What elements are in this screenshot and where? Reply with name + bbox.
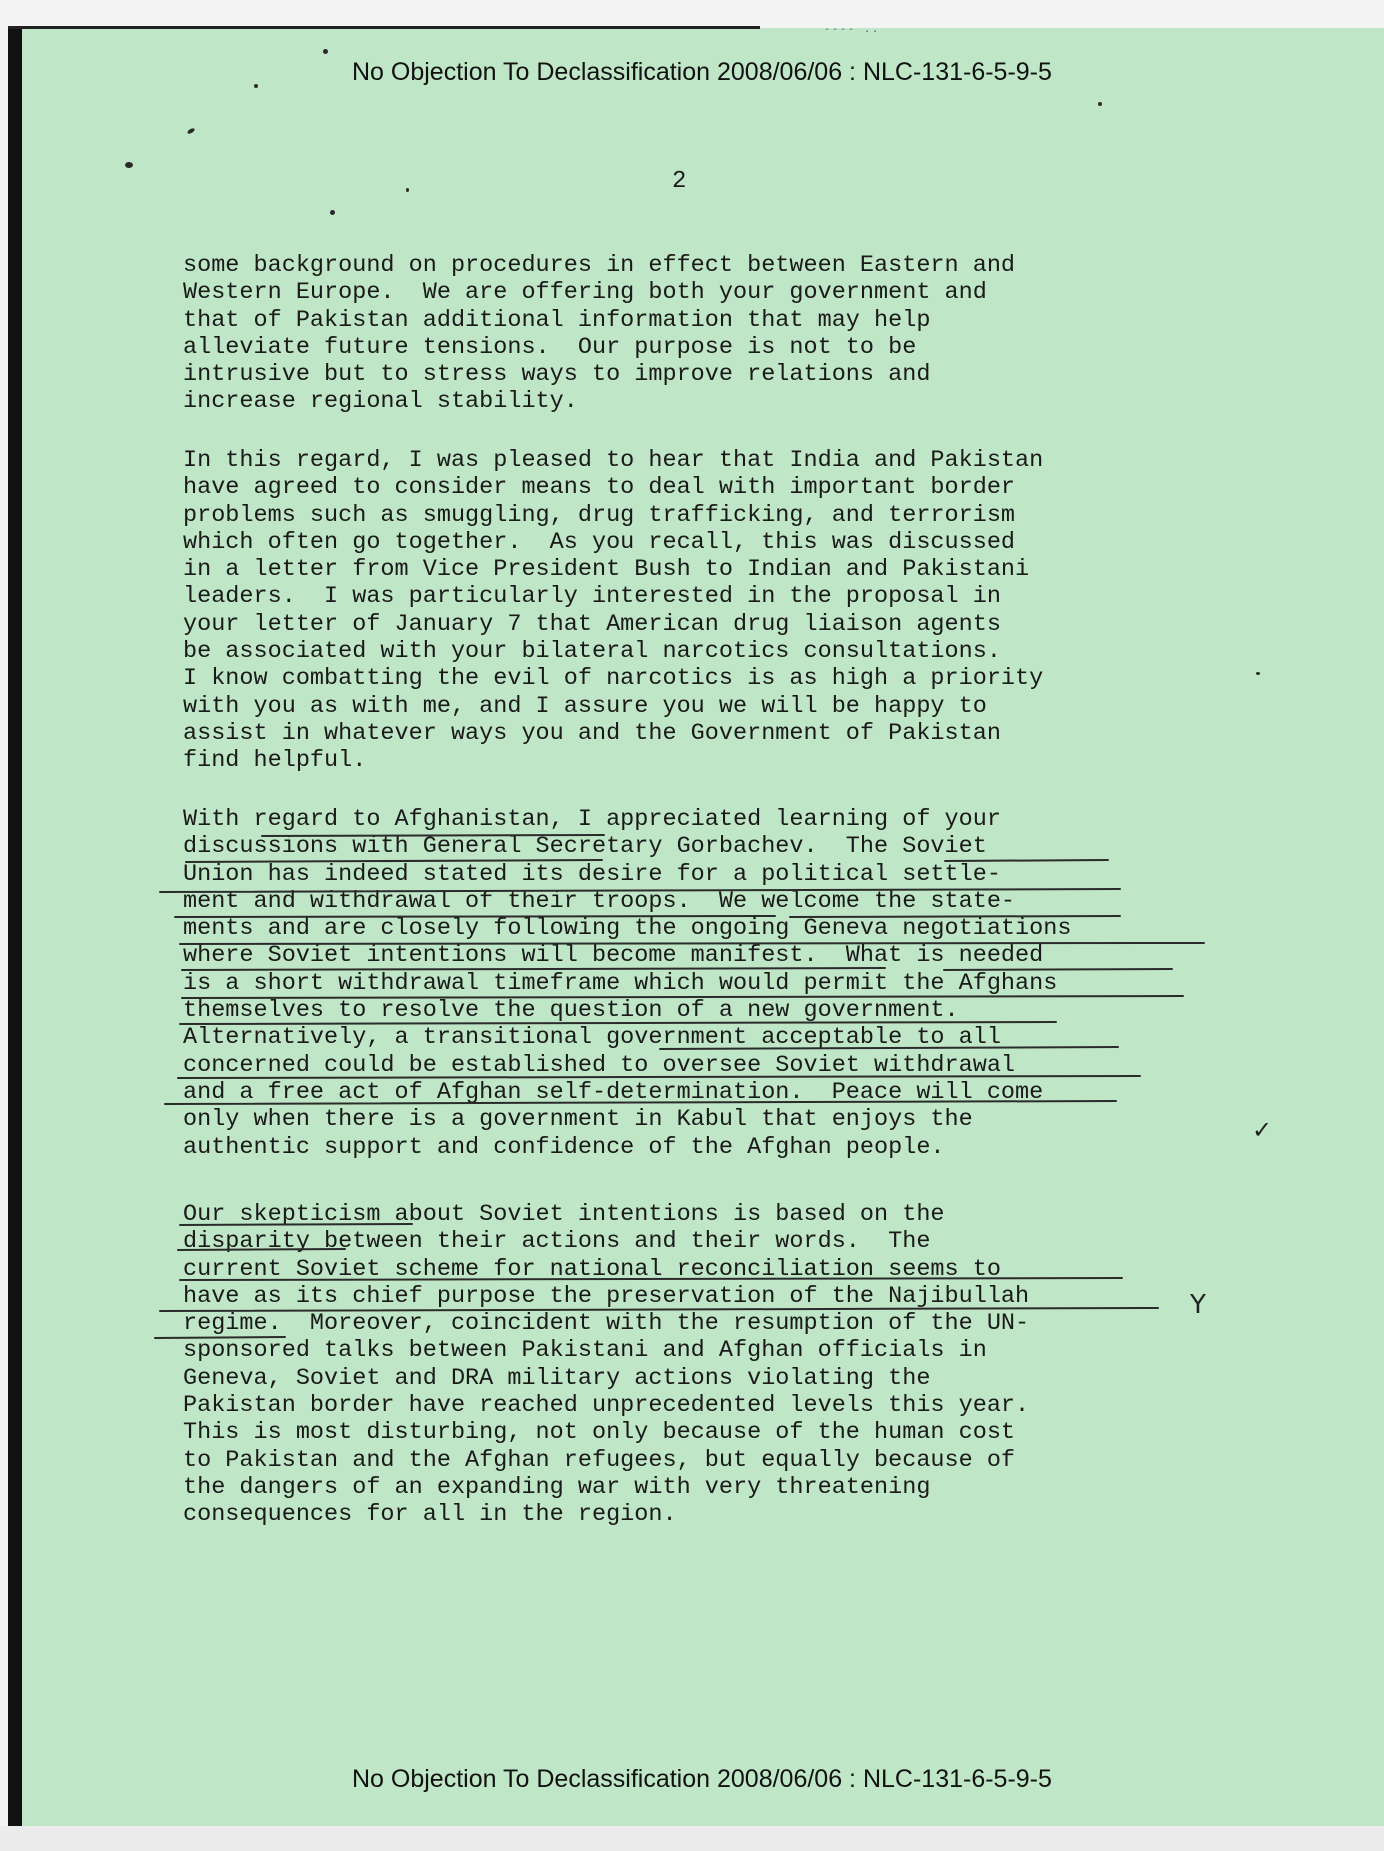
declassification-stamp-top: No Objection To Declassification 2008/06/06 : NLC-131-6-5-9-5 xyxy=(352,58,1052,86)
check-mark-annotation: ✓ xyxy=(1252,1116,1273,1144)
scan-speck xyxy=(1098,102,1102,106)
scan-speck xyxy=(330,210,335,215)
scan-speck xyxy=(406,188,409,192)
paragraph-background: some background on procedures in effect between Eastern and Western Europe. We are offering both your government and that of Pakistan additional information that may help alleviate future tensions. Our purpose is not to be intrusive but to stress ways to improve relations and increase regional stability. xyxy=(183,252,1016,416)
scan-speck xyxy=(1256,672,1260,675)
scan-bottom-edge xyxy=(0,1826,1384,1851)
declassification-stamp-bottom: No Objection To Declassification 2008/06/06 : NLC-131-6-5-9-5 xyxy=(352,1765,1052,1793)
paragraph-border-problems: In this regard, I was pleased to hear that India and Pakistan have agreed to consider means to deal with important border problems such as smuggling, drug trafficking, and terrorism which often go together. As you recall, this was discussed in a letter from Vice President Bush to Indian and Pakistani leaders. I was particularly interested in the proposal in your letter of January 7 that American drug liaison agents be associated with your bilateral narcotics consultations. I know combatting the evil of narcotics is as high a priority with you as with me, and I assure you we will be happy to assist in whatever ways you and the Government of Pakistan find helpful. xyxy=(183,447,1044,775)
paragraph-afghanistan: With regard to Afghanistan, I appreciated learning of your discussions with General Secretary Gorbachev. The Soviet Union has indeed stated its desire for a political settle- ment and withdrawal of their troops. We welcome the state- ments and are closely following the ongoing Geneva negotiations where Soviet intentions will become manifest. What is needed is a short withdrawal timeframe which would permit the Afghans themselves to resolve the question of a new government. Alternatively, a transitional government acceptable to all concerned could be established to oversee Soviet withdrawal and a free act of Afghan self-determination. Peace will come only when there is a government in Kabul that enjoys the authentic support and confidence of the Afghan people. xyxy=(183,806,1072,1161)
scan-top-dashes: ---- .. xyxy=(824,24,881,35)
scan-speck xyxy=(323,49,328,54)
margin-y-annotation: Y xyxy=(1190,1290,1206,1320)
paragraph-skepticism: Our skepticism about Soviet intentions is based on the disparity between their actions and their words. The current Soviet scheme for national reconciliation seems to have as its chief purpose the preservation of the Najibullah regime. Moreover, coincident with the resumption of the UN- sponsored talks between Pakistani and Afghan officials in Geneva, Soviet and DRA military actions violating the Pakistan border have reached unprecedented levels this year. This is most disturbing, not only because of the human cost to Pakistan and the Afghan refugees, but equally because of the dangers of an expanding war with very threatening consequences for all in the region. xyxy=(183,1201,1030,1529)
scan-speck xyxy=(125,162,133,168)
scan-speck xyxy=(254,84,258,88)
page-number: 2 xyxy=(672,168,687,195)
scan-top-edge xyxy=(8,26,760,29)
scan-left-edge xyxy=(8,28,22,1826)
